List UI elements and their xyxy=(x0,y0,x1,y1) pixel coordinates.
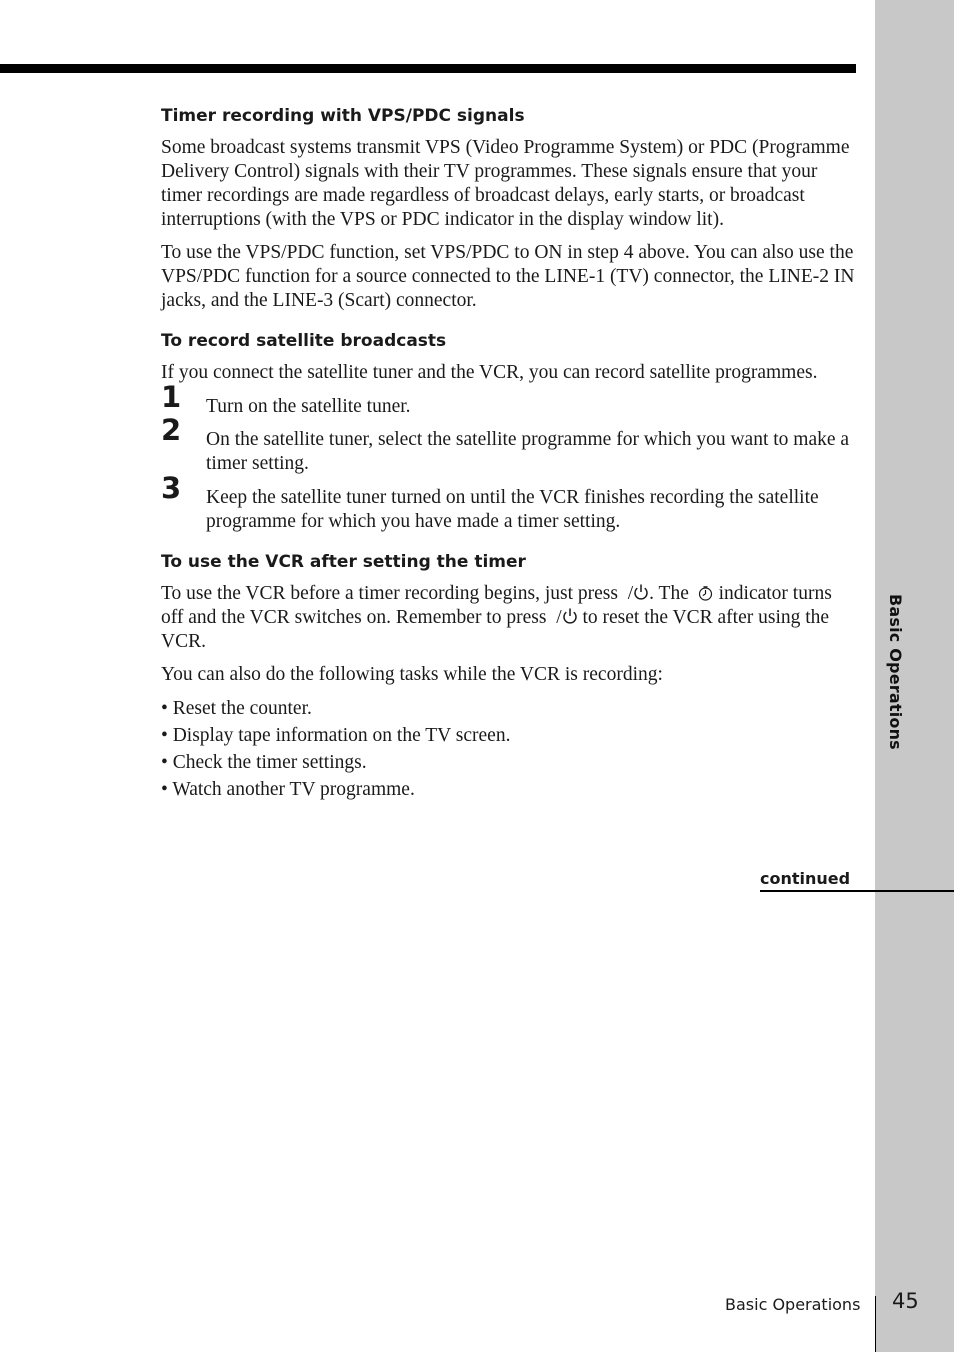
step-2 xyxy=(161,413,857,476)
side-tab-label: Basic Operations xyxy=(886,594,905,750)
top-rule xyxy=(0,64,856,73)
step-number: 1 xyxy=(161,380,182,414)
satellite-intro: If you connect the satellite tuner and the VCR, you can record satellite programmes. xyxy=(161,362,818,383)
vps-paragraph-2: To use the VPS/PDC function, set VPS/PDC to ON in step 4 above. You can also use the VPS/PDC function for a source connected to the LINE-1 (TV) connector, the LINE-2 IN jacks, and the LINE-3 (Scart) connector. xyxy=(161,242,855,311)
page-content xyxy=(161,104,857,805)
step-3 xyxy=(161,471,857,534)
list-item: • Reset the counter. xyxy=(161,698,312,719)
vps-heading: Timer recording with VPS/PDC signals xyxy=(161,106,525,126)
footer-section-label: Basic Operations xyxy=(725,1295,861,1314)
list-item: • Watch another TV programme. xyxy=(161,779,415,800)
step-text: On the satellite tuner, select the satellite programme for which you want to make a timer setting. xyxy=(206,429,850,474)
timer-icon xyxy=(697,585,714,602)
power-icon xyxy=(633,583,649,601)
after-timer-paragraph-2: You can also do the following tasks while the VCR is recording: xyxy=(161,664,663,685)
list-item: • Display tape information on the TV screen. xyxy=(161,725,511,746)
list-item: • Check the timer settings. xyxy=(161,752,367,773)
footer-divider xyxy=(875,1296,876,1352)
vps-paragraph-1: Some broadcast systems transmit VPS (Video Programme System) or PDC (Programme Delivery Control) signals with their TV programmes. These signals ensure that your timer recordings are made regardless of broadcast delays, early starts, or broadcast interruptions (with the VPS or PDC indicator in the display window lit). xyxy=(161,137,850,230)
step-number: 3 xyxy=(161,471,182,505)
continued-rule xyxy=(760,890,954,892)
after-timer-heading: To use the VCR after setting the timer xyxy=(161,552,526,572)
step-text: Keep the satellite tuner turned on until the VCR finishes recording the satellite programme for which you have made a timer setting. xyxy=(206,487,819,532)
power-icon xyxy=(562,607,578,625)
step-text: Turn on the satellite tuner. xyxy=(206,396,411,417)
after-timer-paragraph-1: To use the VCR before a timer recording begins, just press / . The indicator turns off and the VCR switches on. Remember to press / to reset the VCR after using the VCR. xyxy=(161,583,832,652)
page-number: 45 xyxy=(892,1289,919,1313)
step-1 xyxy=(161,380,857,419)
step-number: 2 xyxy=(161,413,182,447)
continued-label: continued xyxy=(760,869,851,888)
task-list xyxy=(161,697,857,802)
satellite-heading: To record satellite broadcasts xyxy=(161,331,447,351)
